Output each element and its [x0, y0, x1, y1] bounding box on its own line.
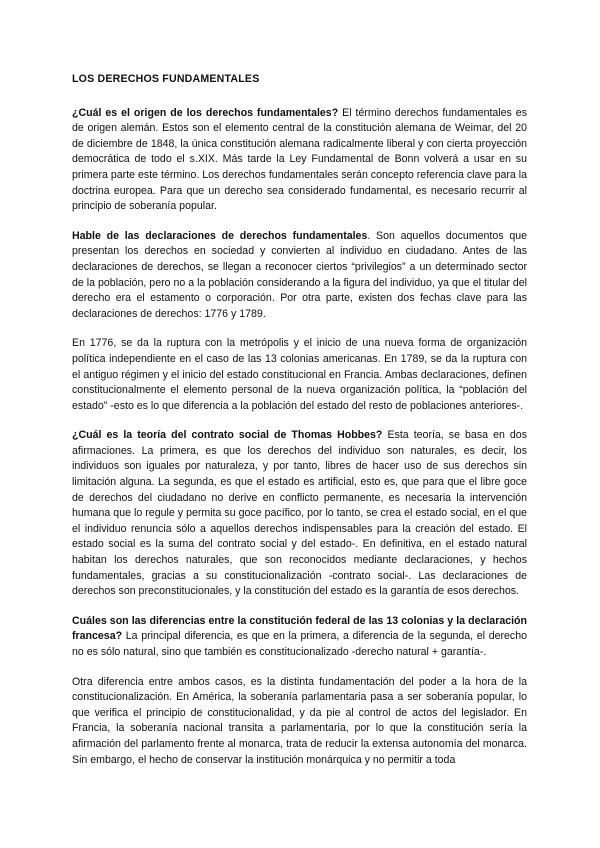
question-hobbes: ¿Cuál es la teoría del contrato social de Thomas Hobbes?	[72, 429, 383, 442]
text-otra-diferencia: Otra diferencia entre ambos casos, es la distinta fundamentación del poder a la hora de la constitucionalización. En América, la soberanía parlamentaria pasa a ser soberanía popular, lo que verifica el principio de constitucionalidad, y da pie al control de actos del legislador. En Francia, la soberanía nacional transita a parlamentaria, por lo que la constitución sería la afirmación del parlamento frente al monarca, trata de reducir la extensa autonomía del monarca. Sin embargo, el hecho de conservar la institución monárquica y no permitir a toda	[72, 675, 527, 766]
paragraph-1776	[72, 336, 527, 414]
question-declaraciones: Hable de las declaraciones de derechos fundamentales	[72, 229, 368, 242]
document-title: LOS DERECHOS FUNDAMENTALES	[72, 73, 260, 85]
paragraph-diferencias	[72, 614, 527, 661]
document-body	[72, 72, 527, 782]
question-diferencias: Cuáles son las diferencias entre la constitución federal de las 13 colonias y la declaración francesa?	[72, 614, 527, 643]
answer-origen: El término derechos fundamentales es de origen alemán. Estos son el elemento central de la constitución alemana de Weimar, del 20 de diciembre de 1848, la única constitución alemana radicalmente liberal y con cierta proyección democrática de todo el s.XIX. Más tarde la Ley Fundamental de Bonn volverá a usar en su primera parte este término. Los derechos fundamentales serán concepto referencia clave para la doctrina europea. Para que un derecho sea considerado fundamental, es necesario recurrir al principio de soberanía popular.	[72, 106, 527, 213]
paragraph-otra-diferencia	[72, 675, 527, 769]
paragraph-hobbes	[72, 428, 527, 600]
paragraph-origen	[72, 106, 527, 215]
answer-hobbes: Esta teoría, se basa en dos afirmaciones. La primera, es que los derechos del individuo son naturales, es decir, los individuos son iguales por naturaleza, y por tanto, libres de hacer uso de sus derechos sin limitación alguna. La segunda, es que el estado es artificial, esto es, que para que el libre goce de derechos del ciudadano no derive en conflicto permanente, es necesaria la intervención humana que lo regule y permita su goce pacífico, por lo tanto, se crea el estado social, en el que el individuo renuncia sólo a aquellos derechos indispensables para la creación del estado. El estado social es la suma del contrato social y del estado-. En definitiva, en el estado natural habitan los derechos naturales, que son reconocidos mediante declaraciones, y hechos fundamentales, gracias a su constitucionalización -contrato social-. Las declaraciones de derechos son preconstitucionales, y la constitución del estado es la garantía de esos derechos.	[72, 429, 527, 598]
text-1776: En 1776, se da la ruptura con la metrópolis y el inicio de una nueva forma de organización política independiente en el caso de las 13 colonias americanas. En 1789, se da la ruptura con el antiguo régimen y el inicio del estado constitucional en Francia. Ambas declaraciones, definen constitucionalmente el elemento personal de la nueva organización política, la “población del estado” -esto es lo que diferencia a la población del estado del resto de poblaciones anteriores-.	[72, 337, 527, 412]
question-origen: ¿Cuál es el origen de los derechos fundamentales?	[72, 106, 339, 119]
paragraph-declaraciones	[72, 229, 527, 323]
answer-declaraciones: . Son aquellos documentos que presentan los derechos en sociedad y convierten al individuo en ciudadano. Antes de las declaraciones de derechos, se llegan a reconocer ciertos “privilegios” a un determinado sector de la población, pero no a la población considerando a la figura del individuo, ya que el titular del derecho era el estamento o corporación. Por otra parte, existen dos fechas clave para las declaraciones de derechos: 1776 y 1789.	[72, 229, 527, 320]
answer-diferencias: La principal diferencia, es que en la primera, a diferencia de la segunda, el derecho no es sólo natural, sino que también es constitucionalizado -derecho natural + garantía-.	[72, 630, 527, 658]
